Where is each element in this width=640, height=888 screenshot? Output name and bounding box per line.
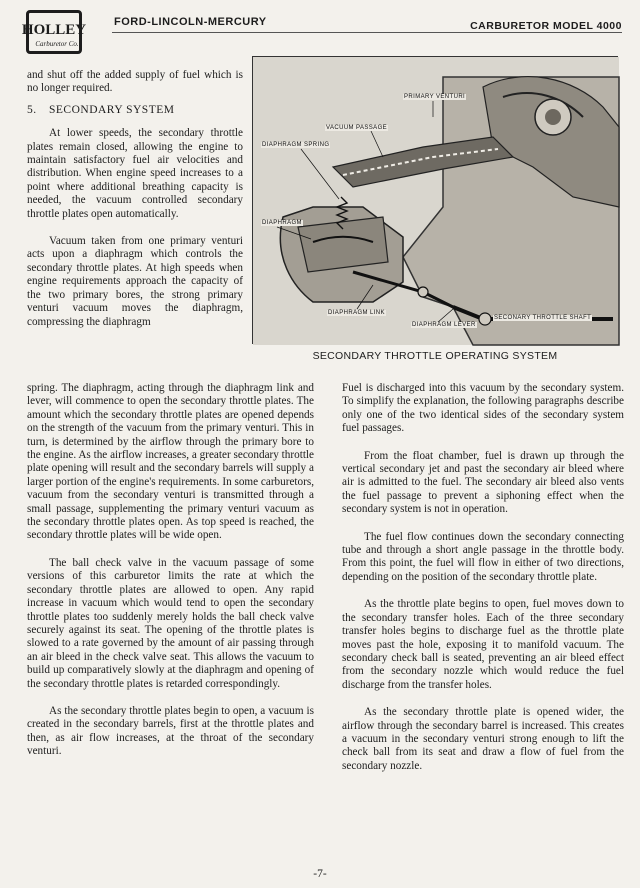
label-diaphragm-link: DIAPHRAGM LINK <box>328 310 385 316</box>
paragraph: The ball check valve in the vacuum passage of some versions of this carburetor limits the rate at which the secondary throttle plates are allowed to open. Any rapid increase in vacuum which would tend to open the secondary throttle plates too suddenly merely holds the ball check valve securely against its seat. The opening of the throttle plates is slowed to a rate governed by the amount of air passing through an air bleed in the check valve seat. This allows the vacuum to build up comparatively slowly at the diaphragm and opening of the secondary throttle plates is retarded correspondingly. <box>27 556 314 690</box>
label-secondary-throttle-shaft: SECONARY THROTTLE SHAFT <box>494 315 592 321</box>
figure-caption: SECONDARY THROTTLE OPERATING SYSTEM <box>312 350 558 362</box>
label-diaphragm-spring: DIAPHRAGM SPRING <box>262 142 330 148</box>
svg-text:Carburetor Co.: Carburetor Co. <box>35 40 79 48</box>
section-title: SECONDARY SYSTEM <box>49 103 175 116</box>
label-diaphragm: DIAPHRAGM <box>262 220 302 226</box>
page-number: -7- <box>313 868 327 880</box>
header-right-title: CARBURETOR MODEL 4000 <box>470 20 622 32</box>
label-vacuum-passage: VACUUM PASSAGE <box>326 125 388 131</box>
left-column-bottom <box>27 382 314 759</box>
section-heading <box>27 104 243 117</box>
section-number: 5. <box>27 103 37 116</box>
carburetor-illustration <box>252 56 618 344</box>
label-diaphragm-lever: DIAPHRAGM LEVER <box>412 322 476 328</box>
paragraph: At lower speeds, the secondary throttle plates remain closed, allowing the engine to maintain satisfactory fuel air velocities and distribution. When engine speed increases to a point where additional breathing capacity is needed, the vacuum controlled secondary throttle plates open automatically. <box>27 127 243 220</box>
right-column <box>342 382 624 773</box>
header-rule <box>112 32 622 33</box>
left-column-top <box>27 69 243 329</box>
header-left-title: FORD-LINCOLN-MERCURY <box>114 16 267 28</box>
paragraph: As the secondary throttle plates begin to open, a vacuum is created in the secondary barrels, first at the throttle plates and then, as air flow increases, at the throat of the secondary venturi. <box>27 704 314 758</box>
paragraph: As the throttle plate begins to open, fuel moves down to the secondary transfer holes. Each of the three secondary transfer holes begins to discharge fuel as the throttle plate moves past the hole, exposing it to manifold vacuum. The secondary check ball is seated, preventing an air bleed effect from the secondary nozzle which would reduce the fuel discharge from the transfer holes. <box>342 598 624 691</box>
svg-text:HOLLEY: HOLLEY <box>21 22 87 38</box>
paragraph: spring. The diaphragm, acting through the diaphragm link and lever, will commence to open the secondary throttle plates. The amount which the secondary throttle plates are opened depends on the strength of the vacuum from the primary venturi. This in turn, is determined by the airflow through the primary bore to the engine. As the airflow increases, a greater secondary throttle plate opening will result and the secondary barrels will supply a larger portion of the engine's requirements. In some carburetors, vacuum from the secondary venturi is transmitted through a small passage, supplementing the primary venturi vacuum as the secondary throttle plates open. As top speed is reached, the secondary throttle plates will be wide open. <box>27 382 314 542</box>
label-primary-venturi: PRIMARY VENTURI <box>404 94 466 100</box>
paragraph: Fuel is discharged into this vacuum by the secondary system. To simplify the explanation, the following paragraphs describe only one of the two identical sides of the secondary system fuel passages. <box>342 382 624 435</box>
paragraph: Vacuum taken from one primary venturi acts upon a diaphragm which controls the secondary throttle plates. At high speeds when engine requirements approach the capacity of the two primary bores, the strong primary venturi vacuum moves the diaphragm, compressing the diaphragm <box>27 235 243 328</box>
intro-paragraph: and shut off the added supply of fuel which is no longer required. <box>27 69 243 95</box>
paragraph: As the secondary throttle plate is opened wider, the airflow through the secondary barrel is increased. This creates a vacuum in the secondary venturi strong enough to lift the check ball from its seat and draw a flow of fuel from the secondary nozzle. <box>342 706 624 772</box>
holley-logo <box>21 10 87 54</box>
paragraph: From the float chamber, fuel is drawn up through the vertical secondary jet and past the secondary air bleed where air is admitted to the fuel. The secondary air bleed also vents the fuel passage to prevent a siphoning effect when the secondary system is not in operation. <box>342 449 624 516</box>
paragraph: The fuel flow continues down the secondary connecting tube and through a short angle passage in the throttle body. From this point, the fuel will flow in either of two directions, depending on the position of the secondary throttle plate. <box>342 530 624 583</box>
